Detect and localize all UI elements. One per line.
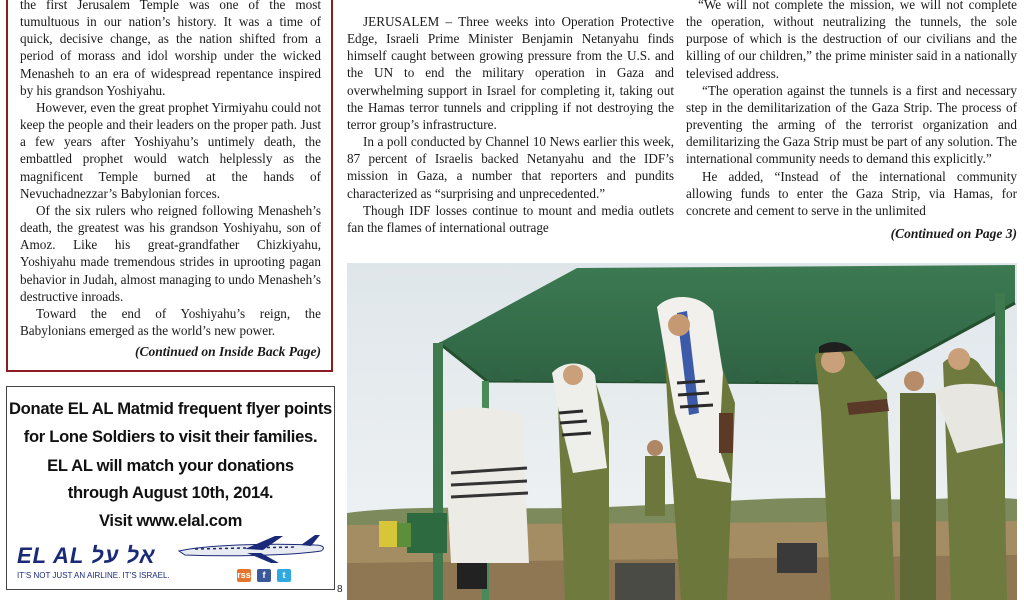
twitter-icon[interactable]: t [277,569,291,582]
article-paragraph: Though IDF losses continue to mount and media outlets fan the flames of international outrage [347,202,674,235]
elal-advertisement[interactable] [6,386,335,590]
airplane-icon [175,533,327,565]
article-paragraph: In a poll conducted by Channel 10 News earlier this week, 87 percent of Israelis backed Netanyahu and the IDF’s mission in Gaza, a number that reporters and pundits characterized as “surprising and unprecedented.” [347,134,674,201]
rss-icon[interactable]: rss [237,570,251,580]
article-paragraph: “The operation against the tunnels is a first and necessary step in the demilitarization of the Gaza Strip. The process of preventing the arming of the terrorist organization and demilitarizing the Gaza Strip must be part of any solution. The international community needs to demand this explicitly.” [686,82,1017,167]
sidebar-article-body [20,0,321,339]
article-paragraph: Toward the end of Yoshiyahu’s reign, the Babylonians emerged as the world’s new power. [20,305,321,338]
ad-text-line: EL AL will match your donations [47,456,294,475]
article-paragraph: the first Jerusalem Temple was one of the most tumultuous in our nation’s history. It was a time of quick, decisive change, as the nation shifted from a period of morass and idol worship under the wicked Menasheh to an era of widespread repentance inspired by his grandson Yoshiyahu. [20,0,321,98]
ad-text-line: Donate EL AL Matmid frequent flyer points [9,399,332,418]
ad-tagline: IT’S NOT JUST AN AIRLINE. IT’S ISRAEL. [17,571,170,580]
elal-logo: EL AL אל על [17,543,156,568]
continued-line: (Continued on Page 3) [890,226,1017,241]
article-paragraph: “We will not complete the mission, we will not complete the operation, without neutralizing the tunnels, the sole purpose of which is the destruction of our civilians and the killing of our children,” the prime minister said in a nationally televised address. [686,0,1017,81]
ad-url[interactable]: Visit www.elal.com [98,511,243,530]
article-paragraph: JERUSALEM – Three weeks into Operation Protective Edge, Israeli Prime Minister Benjamin Netanyahu finds himself caught between growing pressure from the U.S. and the UN to end the military operation in Gaza and overwhelming support in Israel for completing it, taking out the Hamas terror tunnels and crippling if not destroying the terror group’s infrastructure. [347,14,674,132]
page-number: 8 [337,584,343,595]
ad-text-line: through August 10th, 2014. [67,483,274,502]
article-paragraph: He added, “Instead of the international community allowing funds to enter the Gaza Strip, via Hamas, for concrete and cement to serve in the unlimited [686,168,1017,218]
soldiers-praying-photo [347,263,1017,600]
continued-line: (Continued on Inside Back Page) [134,344,321,359]
main-article-column-2 [686,0,1017,219]
article-paragraph: However, even the great prophet Yirmiyahu could not keep the people and their leaders on the proper path. Just a few years after Yoshiyahu’s untimely death, the embattled prophet would watch helplessly as the magnificent Temple burned at the hands of Nevuchadnezzar’s Babylonian forces. [20,99,321,201]
facebook-icon[interactable]: f [257,569,271,582]
ad-text-line: for Lone Soldiers to visit their families. [23,427,318,446]
photo-illustration [347,263,1017,600]
article-paragraph: Of the six rulers who reigned following Menasheh’s death, the greatest was his grandson Yoshiyahu, son of Amoz. Like his great-grandfather Chizkiyahu, Yoshiyahu made tremendous strides in uprooting pagan behavior in Judah, almost managing to undo Menasheh’s destructive inroads. [20,202,321,304]
main-article-column-1 [347,0,674,236]
